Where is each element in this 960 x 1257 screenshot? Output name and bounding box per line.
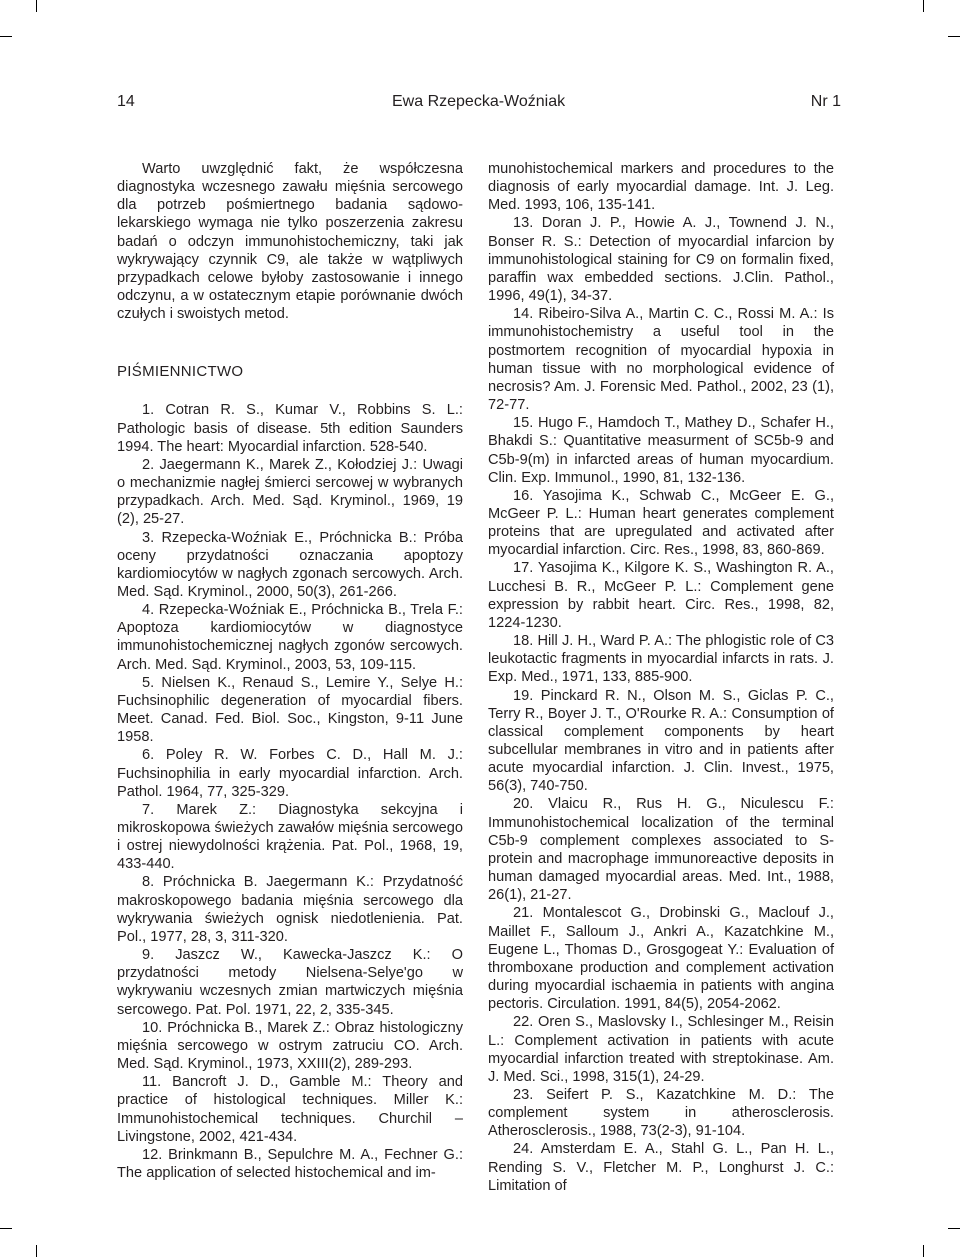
references-list-left [117,401,463,1182]
crop-mark [0,36,12,37]
reference-item: 23. Seifert P. S., Kazatchkine M. D.: The complement system in atherosclerosis. Atherosclerosis., 1988, 73(2-3), 91-104. [488,1086,834,1140]
crop-mark [923,1245,924,1257]
issue-number: Nr 1 [810,93,841,110]
page-number: 14 [117,93,135,110]
body-paragraph: Warto uwzględnić fakt, że współczesna diagnostyka wczesnego zawału mięśnia sercowego dla potrzeb pośmiertnego badania sądowo-lekarskiego wymaga nie tylko poszerzenia zakresu badań o odczyn immunohistochemiczny, taki jak wykrywający czynnik C9, ale także w wątpliwych przypadkach celowe byłoby zastosowanie i innego odczynu, a w ostatecznym etapie porównanie dwóch czułych i swoistych metod. [117,161,463,323]
left-column [117,160,463,1182]
reference-item: 6. Poley R. W. Forbes C. D., Hall M. J.: Fuchsinophilia in early myocardial infarction. Arch. Pathol. 1964, 77, 325-329. [117,747,463,800]
crop-mark [923,0,924,12]
reference-item: munohistochemical markers and procedures to the diagnosis of early myocardial damage. Int. J. Leg. Med. 1993, 106, 135-141. [488,161,834,214]
reference-item: 1. Cotran R. S., Kumar V., Robbins S. L.: Pathologic basis of disease. 5th edition Saunders 1994. The heart: Myocardial infarction. 528-540. [117,402,463,455]
reference-item: 20. Vlaicu R., Rus H. G., Niculescu F.: Immunohistochemical localization of the terminal C5b-9 complement complexes associated to S-protein and macrophage immunoreactive deposits in human damaged myocardial areas. Med. Int., 1988, 26(1), 21-27. [488,796,834,904]
crop-mark [948,1228,960,1229]
running-author: Ewa Rzepecka-Woźniak [392,93,566,110]
reference-item: 15. Hugo F., Hamdoch T., Mathey D., Schafer H., Bhakdi S.: Quantitative measurment of SC5b-9 and C5b-9(m) in infarcted areas of human myocardium. Clin. Exp. Immunol., 1990, 81, 132-136. [488,415,834,486]
reference-item: 19. Pinckard R. N., Olson M. S., Giclas P. C., Terry R., Boyer J. T., O'Rourke R. A.: Consumption of classical complement components by heart subcellular membranes in vitro and in patients after acute myocardial infarction. J. Clin. Invest., 1975, 56(3), 740-750. [488,687,834,795]
reference-item: 5. Nielsen K., Renaud S., Lemire Y., Selye H.: Fuchsinophilic degeneration of myocardial fibers. Meet. Canad. Fed. Biol. Soc., Kingston, 9-11 June 1958. [117,674,463,746]
running-header [117,93,841,115]
reference-item: 11. Bancroft J. D., Gamble M.: Theory and practice of histological techniques. Miller K.: Immunohistochemical techniques. Churchil – Livingstone, 2002, 421-434. [117,1074,463,1145]
reference-item: 14. Ribeiro-Silva A., Martin C. C., Rossi M. A.: Is immunohistochemistry a useful tool in the postmortem recognition of myocardial hypoxia in human tissue with no morphological evidence of necrosis? Am. J. Forensic Med. Pathol., 2002, 23 (1), 72-77. [488,306,834,414]
crop-mark [948,36,960,37]
reference-item: 7. Marek Z.: Diagnostyka sekcyjna i mikroskopowa świeżych zawałów mięśnia sercowego i ostrej niewydolności krążenia. Pat. Pol., 1968, 19, 433-440. [117,801,463,873]
crop-mark [36,0,37,12]
reference-item: 24. Amsterdam E. A., Stahl G. L., Pan H. L., Rending S. V., Fletcher M. P., Longhurst J. C.: Limitation of [488,1141,834,1194]
reference-item: 10. Próchnicka B., Marek Z.: Obraz histologiczny mięśnia sercowego w ostrym zatruciu CO. Arch. Med. Sąd. Kryminol., 1973, XXIII(2), 289-293. [117,1019,463,1073]
reference-item: 4. Rzepecka-Woźniak E., Próchnicka B., Trela F.: Apoptoza kardiomiocytów w diagnostyce immunohistochemicznej nagłych zgonów sercowych. Arch. Med. Sąd. Kryminol., 2003, 53, 109-115. [117,602,463,673]
reference-item: 16. Yasojima K., Schwab C., McGeer E. G., McGeer P. L.: Human heart generates complement proteins that are upregulated and activated after myocardial infarction. Circ. Res., 1998, 83, 860-869. [488,487,834,559]
reference-item: 17. Yasojima K., Kilgore K. S., Washington R. A., Lucchesi B. R., McGeer P. L.: Complement gene expression by rabbit heart. Circ. Res., 1998, 82, 1224-1230. [488,560,834,631]
reference-item: 18. Hill J. H., Ward P. A.: The phlogistic role of C3 leukotactic fragments in myocardial infarcts in rats. J. Exp. Med., 1971, 133, 885-900. [488,633,834,686]
reference-item: 9. Jaszcz W., Kawecka-Jaszcz K.: O przydatności metody Nielsena-Selye'go w wykrywaniu wczesnych zmian martwiczych mięśnia sercowego. Pat. Pol. 1971, 22, 2, 335-345. [117,947,463,1018]
reference-item: 22. Oren S., Maslovsky I., Schlesinger M., Reisin L.: Complement activation in patients with acute myocardial infarction treated with streptokinase. Am. J. Med. Sci., 1998, 315(1), 24-29. [488,1014,834,1085]
reference-item: 13. Doran J. P., Howie A. J., Townend J. N., Bonser R. S.: Detection of myocardial infarcion by immunohistological staining for C9 on formalin fixed, paraffin wax embedded sections. J.Clin. Pathol., 1996, 49(1), 34-37. [488,215,834,305]
references-list-right [488,160,834,1195]
reference-item: 3. Rzepecka-Woźniak E., Próchnicka B.: Próba oceny przydatności oznaczania apoptozy kardiomiocytów w nagłych zgonach sercowych. Arch. Med. Sąd. Kryminol., 2000, 50(3), 261-266. [117,529,463,600]
reference-item: 2. Jaegermann K., Marek Z., Kołodziej J.: Uwagi o mechanizmie nagłej śmierci sercowej w wybranych przypadkach. Arch. Med. Sąd. Kryminol., 1969, 19 (2), 25-27. [117,456,463,528]
crop-mark [0,1228,12,1229]
references-heading: PIŚMIENNICTWO [117,363,244,381]
reference-item: 21. Montalescot G., Drobinski G., Maclouf J., Maillet F., Salloum J., Ankri A., Kazatchkine M., Eugene L., Thomas D., Grosgogeat Y.: Evaluation of thromboxane production and complement activation during myocardial ischaemia in patients with angina pectoris. Circulation. 1991, 84(5), 2054-2062. [488,905,834,1013]
right-column [488,160,834,1195]
crop-mark [36,1245,37,1257]
reference-item: 12. Brinkmann B., Sepulchre M. A., Fechner G.: The application of selected histochemical and im- [117,1146,463,1181]
reference-item: 8. Próchnicka B. Jaegermann K.: Przydatność makroskopowego badania mięśnia sercowego dla wykrywania świeżych ognisk niedotlenienia. Pat. Pol., 1977, 28, 3, 311-320. [117,874,463,945]
